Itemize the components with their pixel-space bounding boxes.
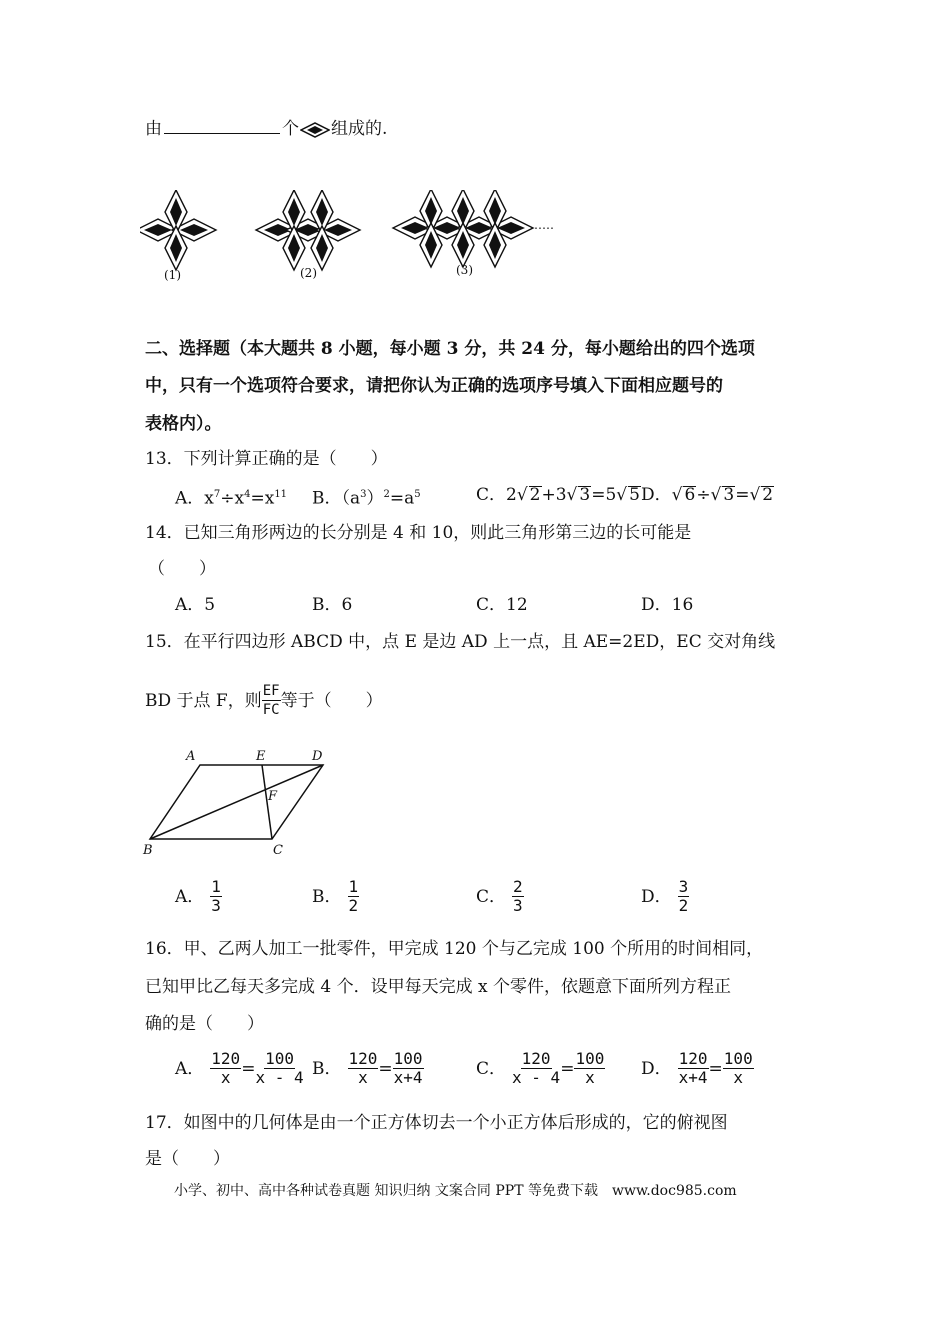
q14-option-b[interactable]: B．6 xyxy=(312,595,353,615)
q16-option-a[interactable]: A． $\frac{120}{x}$ = $\frac{100}{x - 4}$ xyxy=(175,1049,304,1087)
pattern-ellipsis: …… xyxy=(530,218,554,232)
q16-stem-line3: 确的是（ ） xyxy=(145,1014,264,1034)
page-footer: 小学、初中、高中各种试卷真题 知识归纳 文案合同 PPT 等免费下载 www.doc985.com xyxy=(174,1183,737,1199)
section2-line2: 中，只有一个选项符合要求，请把你认为正确的选项序号填入下面相应题号的 xyxy=(145,376,723,396)
vertex-label-d: D xyxy=(312,749,323,764)
q12-middle: 个 xyxy=(282,119,299,139)
q13-option-b[interactable]: B．$(a^3)^2=a^5$ xyxy=(312,488,421,509)
q17-stem-line2: 是（ ） xyxy=(145,1149,230,1169)
pattern-label-3: (3) xyxy=(456,263,473,277)
q15-stem-line1: 15．在平行四边形 ABCD 中，点 E 是边 AD 上一点，且 AE=2ED，EC 交对角线 xyxy=(145,632,776,652)
pattern-1 xyxy=(140,190,216,270)
q16-option-d[interactable]: D． $\frac{120}{x+4}$ = $\frac{100}{x}$ xyxy=(641,1049,753,1087)
vertex-label-b: B xyxy=(143,843,153,858)
answer-blank[interactable] xyxy=(164,119,280,134)
section2-line3: 表格内）。 xyxy=(145,414,222,434)
q12-suffix: 组成的. xyxy=(331,119,388,139)
q14-option-a[interactable]: A．5 xyxy=(175,595,216,615)
q14-option-c[interactable]: C．12 xyxy=(476,595,528,615)
q16-stem-line2: 已知甲比乙每天多完成 4 个．设甲每天完成 x 个零件，依题意下面所列方程正 xyxy=(145,977,732,997)
ef-over-fc-fraction: $\frac{EF}{FC}$ xyxy=(262,683,280,718)
vertex-label-a: A xyxy=(186,749,196,764)
rhombus-unit-icon xyxy=(300,122,330,138)
q15-option-a[interactable]: A． $\frac{1}{3}$ xyxy=(175,877,221,915)
q15-option-c[interactable]: C． $\frac{2}{3}$ xyxy=(476,877,523,915)
point-label-f: F xyxy=(268,789,278,804)
q13-stem: 13．下列计算正确的是（ ） xyxy=(145,449,388,469)
section2-line1: 二、选择题（本大题共 8 小题，每小题 3 分，共 24 分，每小题给出的四个选项 xyxy=(145,339,755,359)
q16-option-b[interactable]: B． $\frac{120}{x}$ = $\frac{100}{x+4}$ xyxy=(312,1049,423,1087)
q15-option-d[interactable]: D． $\frac{3}{2}$ xyxy=(641,877,689,915)
q14-option-d[interactable]: D．16 xyxy=(641,595,694,615)
q14-paren: （ ） xyxy=(148,559,216,579)
q16-option-c[interactable]: C． $\frac{120}{x - 4}$ = $\frac{100}{x}$ xyxy=(476,1049,605,1087)
pattern-label-1: (1) xyxy=(164,268,181,282)
q15-option-b[interactable]: B． $\frac{1}{2}$ xyxy=(312,877,359,915)
q12-prefix: 由 xyxy=(145,119,162,139)
q17-stem-line1: 17．如图中的几何体是由一个正方体切去一个小正方体后形成的，它的俯视图 xyxy=(145,1113,728,1133)
vertex-label-c: C xyxy=(273,843,283,858)
pattern-label-2: (2) xyxy=(300,266,317,280)
q14-stem: 14．已知三角形两边的长分别是 4 和 10，则此三角形第三边的长可能是 xyxy=(145,523,692,543)
pattern-3 xyxy=(393,190,533,267)
q13-option-c[interactable]: C．2√ 2+3√ 3=5√ 5 xyxy=(476,485,640,505)
q16-stem-line1: 16．甲、乙两人加工一批零件，甲完成 120 个与乙完成 100 个所用的时间相同， xyxy=(145,939,764,959)
q15-stem-line2: BD 于点 F，则 $\frac{EF}{FC}$ 等于（ ） xyxy=(145,683,383,718)
q12-answer-line xyxy=(145,118,387,140)
q13-option-a[interactable]: A．$x^7\div x^4=x^{11}$ xyxy=(175,488,288,509)
vertex-label-e: E xyxy=(256,749,266,764)
parallelogram-figure xyxy=(140,744,340,859)
q13-option-d[interactable]: D．√ 6÷√ 3=√ 2 xyxy=(641,485,774,505)
rhombus-pattern-figure xyxy=(140,190,570,290)
pattern-2 xyxy=(256,190,360,270)
